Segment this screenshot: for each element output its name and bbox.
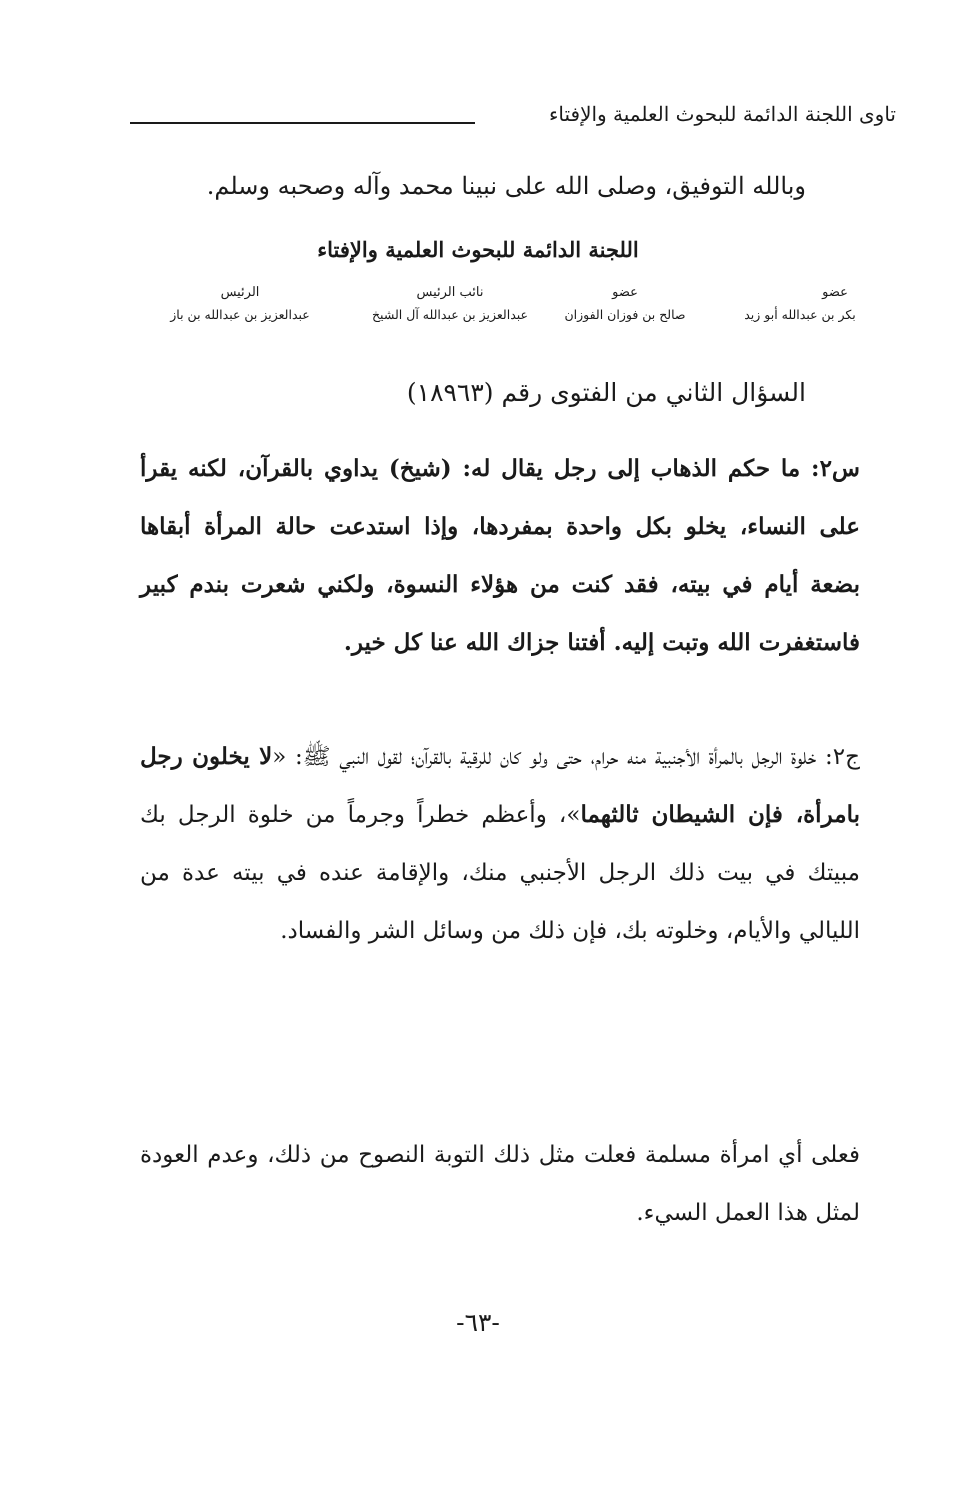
signatory <box>525 285 725 322</box>
question-text: س٢: ما حكم الذهاب إلى رجل يقال له: (شيخ) يداوي بالقرآن، لكنه يقرأ على النساء، يخلو بكل واحدة بمفردها، وإذا استدعت حالة المرأة أبقاها بضعة أيام في بيته، فقد كنت من هؤلاء النسوة، ولكني شعرت بندم كبير فاستغفرت الله وتبت إليه. أفتنا جزاك الله عنا كل خير. <box>140 455 860 656</box>
signatory-role: نائب الرئيس <box>416 285 484 300</box>
signatory-name: صالح بن فوزان الفوزان <box>564 307 686 322</box>
committee-name: اللجنة الدائمة للبحوث العلمية والإفتاء <box>317 237 639 262</box>
signatory-role: عضو <box>612 285 638 300</box>
answer-text <box>140 728 860 960</box>
question-title: السؤال الثاني من الفتوى رقم (١٨٩٦٣) <box>406 378 806 407</box>
signatory <box>700 285 900 322</box>
signatory <box>350 285 550 322</box>
page-number: -٦٣- <box>456 1308 500 1337</box>
signatory-name: عبدالعزيز بن عبدالله بن باز <box>170 307 310 322</box>
answer-part-1: ج٢: خلوة الرجل بالمرأة الأجنبية منه حرام، حتى ولو كان للرقية بالقرآن؛ لقول النبي ﷺ: « <box>272 744 860 770</box>
signatory <box>140 285 340 322</box>
header-rule <box>130 122 475 124</box>
final-paragraph: فعلى أي امرأة مسلمة فعلت مثل ذلك التوبة النصوح من ذلك، وعدم العودة لمثل هذا العمل السيء. <box>140 1142 860 1226</box>
signatory-role: عضو <box>822 285 848 300</box>
running-header <box>130 100 896 140</box>
signatory-name: بكر بن عبدالله أبو زيد <box>744 307 856 322</box>
closing-line: وبالله التوفيق، وصلى الله على نبينا محمد وآله وصحبه وسلم. <box>206 172 806 200</box>
answer-part-2: »، وأعظم خطراً وجرماً من خلوة الرجل بك مبيتك في بيت ذلك الرجل الأجنبي منك، والإقامة عنده في بيته عدة من الليالي والأيام، وخلوته بك، فإن ذلك من وسائل الشر والفساد. <box>140 802 860 944</box>
signatory-name: عبدالعزيز بن عبدالله آل الشيخ <box>371 307 528 322</box>
hadith-quote: لا يخلون رجل بامرأة، فإن الشيطان ثالثهما <box>140 743 860 828</box>
header-title: تاوى اللجنة الدائمة للبحوث العلمية والإفتاء <box>548 102 896 126</box>
signatories <box>100 285 860 345</box>
signatory-role: الرئيس <box>220 285 260 300</box>
